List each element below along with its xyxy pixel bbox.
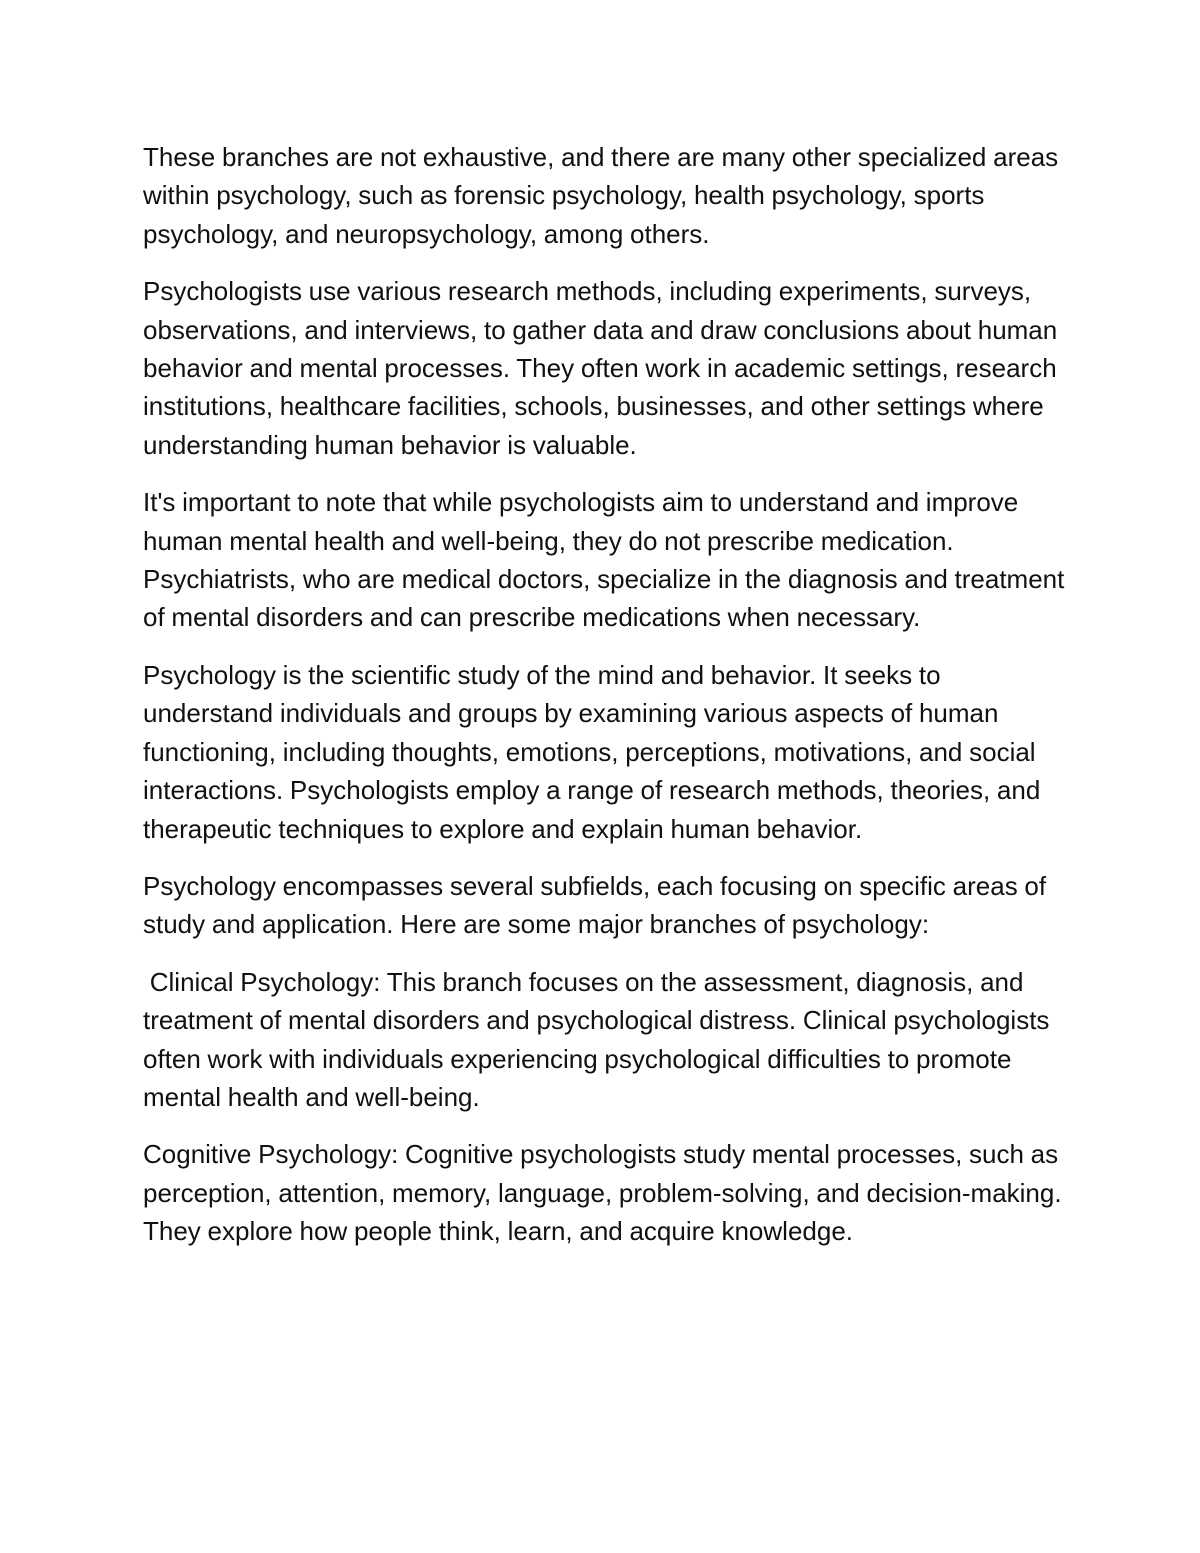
paragraph-psychology-definition: Psychology is the scientific study of the mind and behavior. It seeks to understand individuals and groups by examining various aspects of human functioning, including thoughts, emotions, perceptions, motivations, and social interactions. Psychologists employ a range of research methods, theories, and therapeutic techniques to explore and explain human behavior.	[143, 659, 1048, 844]
paragraph-prescribe-medication: It's important to note that while psychologists aim to understand and improve human mental health and well-being, they do not prescribe medication. Psychiatrists, who are medical doctors, specialize in the diagnosis and treatment of mental disorders and can prescribe medications when necessary.	[143, 487, 1072, 633]
paragraph-branches-not-exhaustive: These branches are not exhaustive, and there are many other specialized areas within psychology, such as forensic psychology, health psychology, sports psychology, and neuropsychology, among others.	[143, 142, 1065, 249]
paragraph-cognitive-psychology: Cognitive Psychology: Cognitive psychologists study mental processes, such as perception, attention, memory, language, problem-solving, and decision-making. They explore how people think, learn, and acquire knowledge.	[143, 1139, 1068, 1247]
paragraph-subfields-intro: Psychology encompasses several subfields, each focusing on specific areas of study and application. Here are some major branches of psychology:	[143, 870, 1053, 940]
paragraph-research-methods: Psychologists use various research methods, including experiments, surveys, observations, and interviews, to gather data and draw conclusions about human behavior and mental processes. They often work in academic settings, research institutions, healthcare facilities, schools, businesses, and other settings where understanding human behavior is valuable.	[143, 276, 1064, 460]
paragraph-clinical-psychology: Clinical Psychology: This branch focuses on the assessment, diagnosis, and treatment of mental disorders and psychological distress. Clinical psychologists often work with individuals experiencing psychological difficulties to promote mental health and well-being.	[143, 966, 1057, 1112]
document-body	[143, 138, 1073, 1270]
